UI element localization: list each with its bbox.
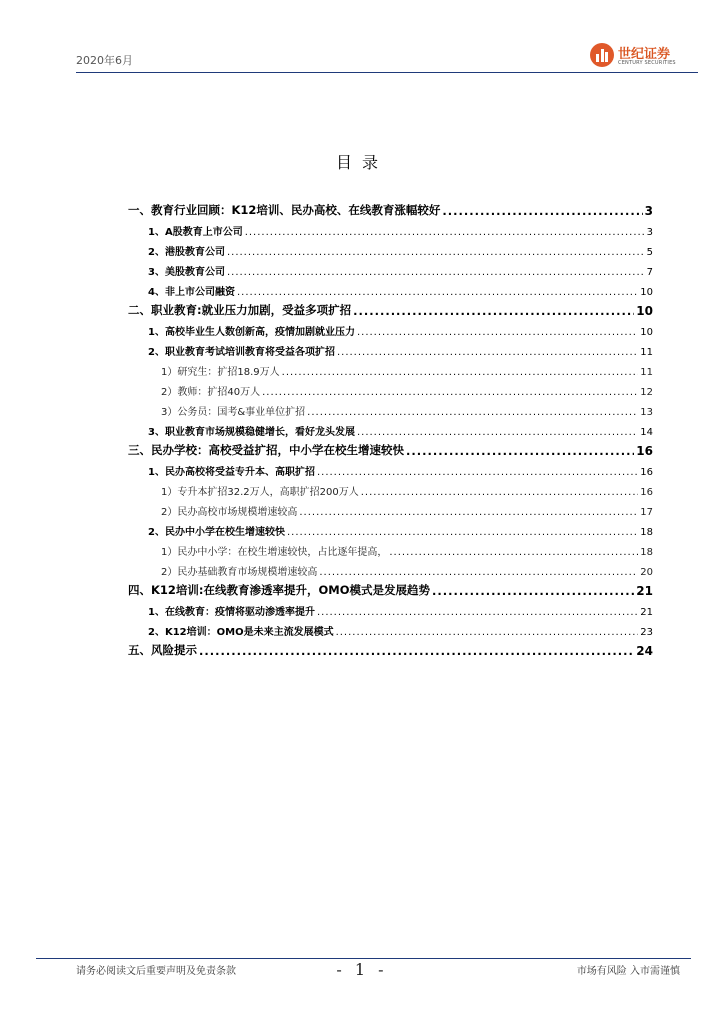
toc-entry-page: 24 [636,644,653,658]
page-number: - 1 - [336,960,388,979]
toc-entry-page: 11 [640,367,653,378]
toc-dot-leader [237,287,638,298]
toc-entry-title: 2、港股教育公司 [148,247,225,258]
toc-entry-level-3[interactable] [128,498,653,518]
toc-entry-page: 5 [646,247,653,258]
toc-dot-leader [282,367,639,378]
toc-entry-title: 1、A股教育上市公司 [148,227,243,238]
toc-dot-leader [317,467,638,478]
toc-dot-leader [227,247,645,258]
toc-entry-page: 10 [640,287,653,298]
toc-dot-leader [442,204,642,218]
toc-entry-page: 13 [640,407,653,418]
toc-entry-level-2[interactable] [128,458,653,478]
toc-entry-title: 二、职业教育:就业压力加剧，受益多项扩招 [128,303,352,317]
toc-entry-level-2[interactable] [128,218,653,238]
toc-entry-title: 三、民办学校：高校受益扩招，中小学在校生增速较快 [128,443,404,457]
logo-english-name: CENTURY SECURITIES [618,60,676,66]
toc-entry-title: 2、民办中小学在校生增速较快 [148,527,285,538]
risk-warning: 市场有风险 入市需谨慎 [576,966,680,977]
toc-entry-level-3[interactable] [128,538,653,558]
toc-entry-title: 五、风险提示 [128,643,197,657]
toc-entry-page: 11 [640,347,653,358]
toc-entry-title: 1）民办中小学：在校生增速较快，占比逐年提高， [161,547,388,558]
logo-mark-icon [590,43,614,67]
toc-entry-level-3[interactable] [128,398,653,418]
toc-entry-page: 18 [640,527,653,538]
toc-entry-page: 10 [640,327,653,338]
toc-dot-leader [336,627,639,638]
toc-dot-leader [319,567,638,578]
toc-dot-leader [432,584,634,598]
toc-entry-page: 14 [640,427,653,438]
disclaimer-note: 请务必阅读文后重要声明及免责条款 [76,966,236,977]
toc-entry-level-1[interactable] [128,198,653,218]
toc-entry-level-2[interactable] [128,518,653,538]
toc-entry-level-2[interactable] [128,618,653,638]
toc-entry-page: 3 [646,227,653,238]
toc-entry-page: 21 [636,584,653,598]
toc-dot-leader [357,327,638,338]
toc-dot-leader [353,304,634,318]
table-of-contents [128,198,653,658]
toc-dot-leader [199,644,634,658]
toc-dot-leader [357,427,638,438]
toc-entry-title: 4、非上市公司融资 [148,287,235,298]
toc-entry-page: 21 [640,607,653,618]
toc-entry-level-3[interactable] [128,378,653,398]
toc-dot-leader [299,507,638,518]
toc-entry-title: 1）专升本扩招32.2万人，高职扩招200万人 [161,487,359,498]
toc-dot-leader [287,527,638,538]
header-divider [76,72,698,73]
toc-entry-title: 2）民办高校市场规模增速较高 [161,507,298,518]
report-date: 2020年6月 [76,54,133,67]
toc-entry-level-1[interactable] [128,438,653,458]
toc-dot-leader [262,387,638,398]
toc-dot-leader [307,407,638,418]
toc-entry-title: 2）教师：扩招40万人 [161,387,261,398]
toc-dot-leader [406,444,634,458]
toc-entry-page: 10 [636,304,653,318]
toc-entry-title: 1）研究生：扩招18.9万人 [161,367,280,378]
toc-entry-page: 16 [636,444,653,458]
toc-entry-title: 1、高校毕业生人数创新高，疫情加剧就业压力 [148,327,355,338]
logo-chinese-name: 世纪证券 [618,47,671,62]
toc-entry-page: 17 [640,507,653,518]
toc-entry-page: 23 [640,627,653,638]
toc-dot-leader [317,607,638,618]
toc-entry-level-3[interactable] [128,358,653,378]
toc-entry-title: 2、职业教育考试培训教育将受益各项扩招 [148,347,335,358]
toc-entry-title: 2、K12培训：OMO是未来主流发展模式 [148,627,334,638]
toc-entry-level-3[interactable] [128,558,653,578]
toc-dot-leader [361,487,639,498]
toc-entry-title: 3）公务员：国考&事业单位扩招 [161,407,306,418]
company-logo [590,42,700,72]
toc-entry-level-2[interactable] [128,598,653,618]
toc-title: 目录 [335,153,388,172]
toc-entry-title: 1、民办高校将受益专升本、高职扩招 [148,467,315,478]
toc-entry-page: 16 [640,467,653,478]
toc-entry-level-1[interactable] [128,298,653,318]
toc-entry-title: 3、职业教育市场规模稳健增长，看好龙头发展 [148,427,355,438]
toc-entry-page: 3 [644,204,653,218]
toc-entry-level-2[interactable] [128,258,653,278]
toc-entry-level-2[interactable] [128,318,653,338]
toc-entry-level-2[interactable] [128,338,653,358]
toc-entry-title: 3、美股教育公司 [148,267,225,278]
toc-entry-level-1[interactable] [128,578,653,598]
toc-entry-level-2[interactable] [128,278,653,298]
toc-entry-level-2[interactable] [128,238,653,258]
toc-entry-title: 一、教育行业回顾：K12培训、民办高校、在线教育涨幅较好 [128,203,441,217]
toc-entry-level-2[interactable] [128,418,653,438]
toc-entry-title: 2）民办基础教育市场规模增速较高 [161,567,318,578]
toc-dot-leader [245,227,645,238]
toc-dot-leader [389,547,638,558]
toc-entry-page: 7 [646,267,653,278]
toc-entry-page: 16 [640,487,653,498]
footer-divider [36,958,691,959]
toc-entry-level-3[interactable] [128,478,653,498]
toc-entry-title: 1、在线教育：疫情将驱动渗透率提升 [148,607,315,618]
toc-entry-page: 18 [640,547,653,558]
toc-dot-leader [227,267,645,278]
toc-entry-page: 20 [640,567,653,578]
toc-dot-leader [337,347,638,358]
toc-entry-title: 四、K12培训:在线教育渗透率提升，OMO模式是发展趋势 [128,583,431,597]
toc-entry-level-1[interactable] [128,638,653,658]
toc-entry-page: 12 [640,387,653,398]
